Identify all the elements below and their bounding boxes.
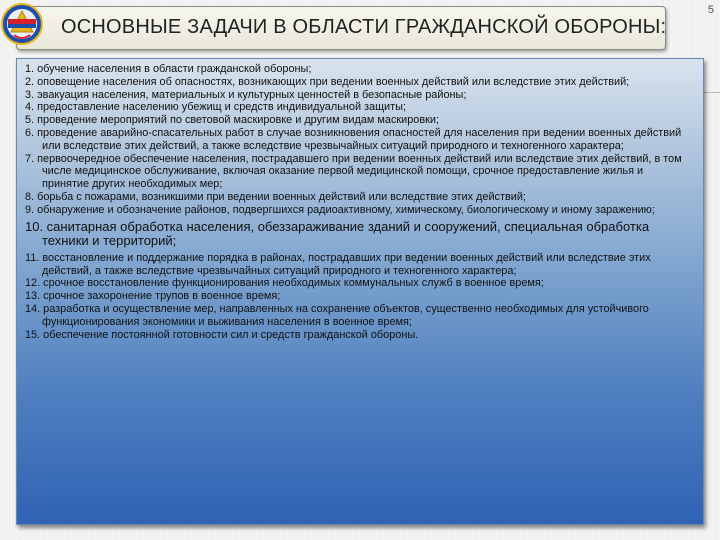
list-item: 15. обеспечение постоянной готовности сил и средств гражданской обороны. (25, 328, 419, 341)
list-item: 9. обнаружение и обозначение районов, подвергшихся радиоактивному, химическому, биологическому и иному заражению; (25, 203, 655, 216)
page-title: ОСНОВНЫЕ ЗАДАЧИ В ОБЛАСТИ ГРАЖДАНСКОЙ ОБОРОНЫ: (61, 16, 667, 38)
page-number: 5 (707, 4, 714, 16)
list-item: 13. срочное захоронение трупов в военное время; (25, 290, 281, 303)
list-item: 2. оповещение населения об опасностях, возникающих при ведении военных действий или вследствие этих действий; (25, 75, 630, 88)
tasks-panel (16, 58, 704, 525)
list-item: 3. эвакуация населения, материальных и культурных ценностей в безопасные районы; (25, 88, 467, 101)
list-item: 11. восстановление и поддержание порядка в районах, пострадавших при ведении военных действий или вследствие этих действий, а также вследствие чрезвычайных ситуаций природного и техногенного характера; (25, 251, 651, 277)
list-item: 6. проведение аварийно-спасательных работ в случае возникновения опасностей для населения при ведении военных действий или вследствие этих действий, а также вследствие чрезвычайных ситуаций природного и техногенного характера; (25, 126, 682, 152)
civil-defense-emblem-icon (0, 2, 44, 46)
list-item: 1. обучение населения в области гражданской обороны; (25, 63, 312, 75)
list-item: 14. разработка и осуществление мер, направленных на сохранение объектов, существенно необходимых для устойчивого функционирования экономики и выживания населения в военное время; (25, 302, 649, 328)
list-item: 7. первоочередное обеспечение населения, пострадавшего при ведении военных действий или вследствие этих действий, в том числе медицинское обслуживание, включая оказание первой медицинской помощи, срочное предоставление жилья и принятие других необходимых мер; (25, 152, 682, 191)
list-item: 12. срочное восстановление функционирования необходимых коммунальных служб в военное время; (25, 277, 544, 290)
divider (702, 92, 720, 93)
title-bar (16, 6, 666, 50)
list-item: 8. борьба с пожарами, возникшими при ведении военных действий или вследствие этих действий; (25, 190, 526, 203)
list-item: 4. предоставление населению убежищ и средств индивидуальной защиты; (25, 101, 406, 114)
list-item: 5. проведение мероприятий по световой маскировке и другим видам маскировки; (25, 114, 440, 127)
list-item: 10. санитарная обработка населения, обеззараживание зданий и сооружений, специальная обработка техники и территорий; (25, 218, 650, 249)
tasks-list (17, 59, 703, 341)
